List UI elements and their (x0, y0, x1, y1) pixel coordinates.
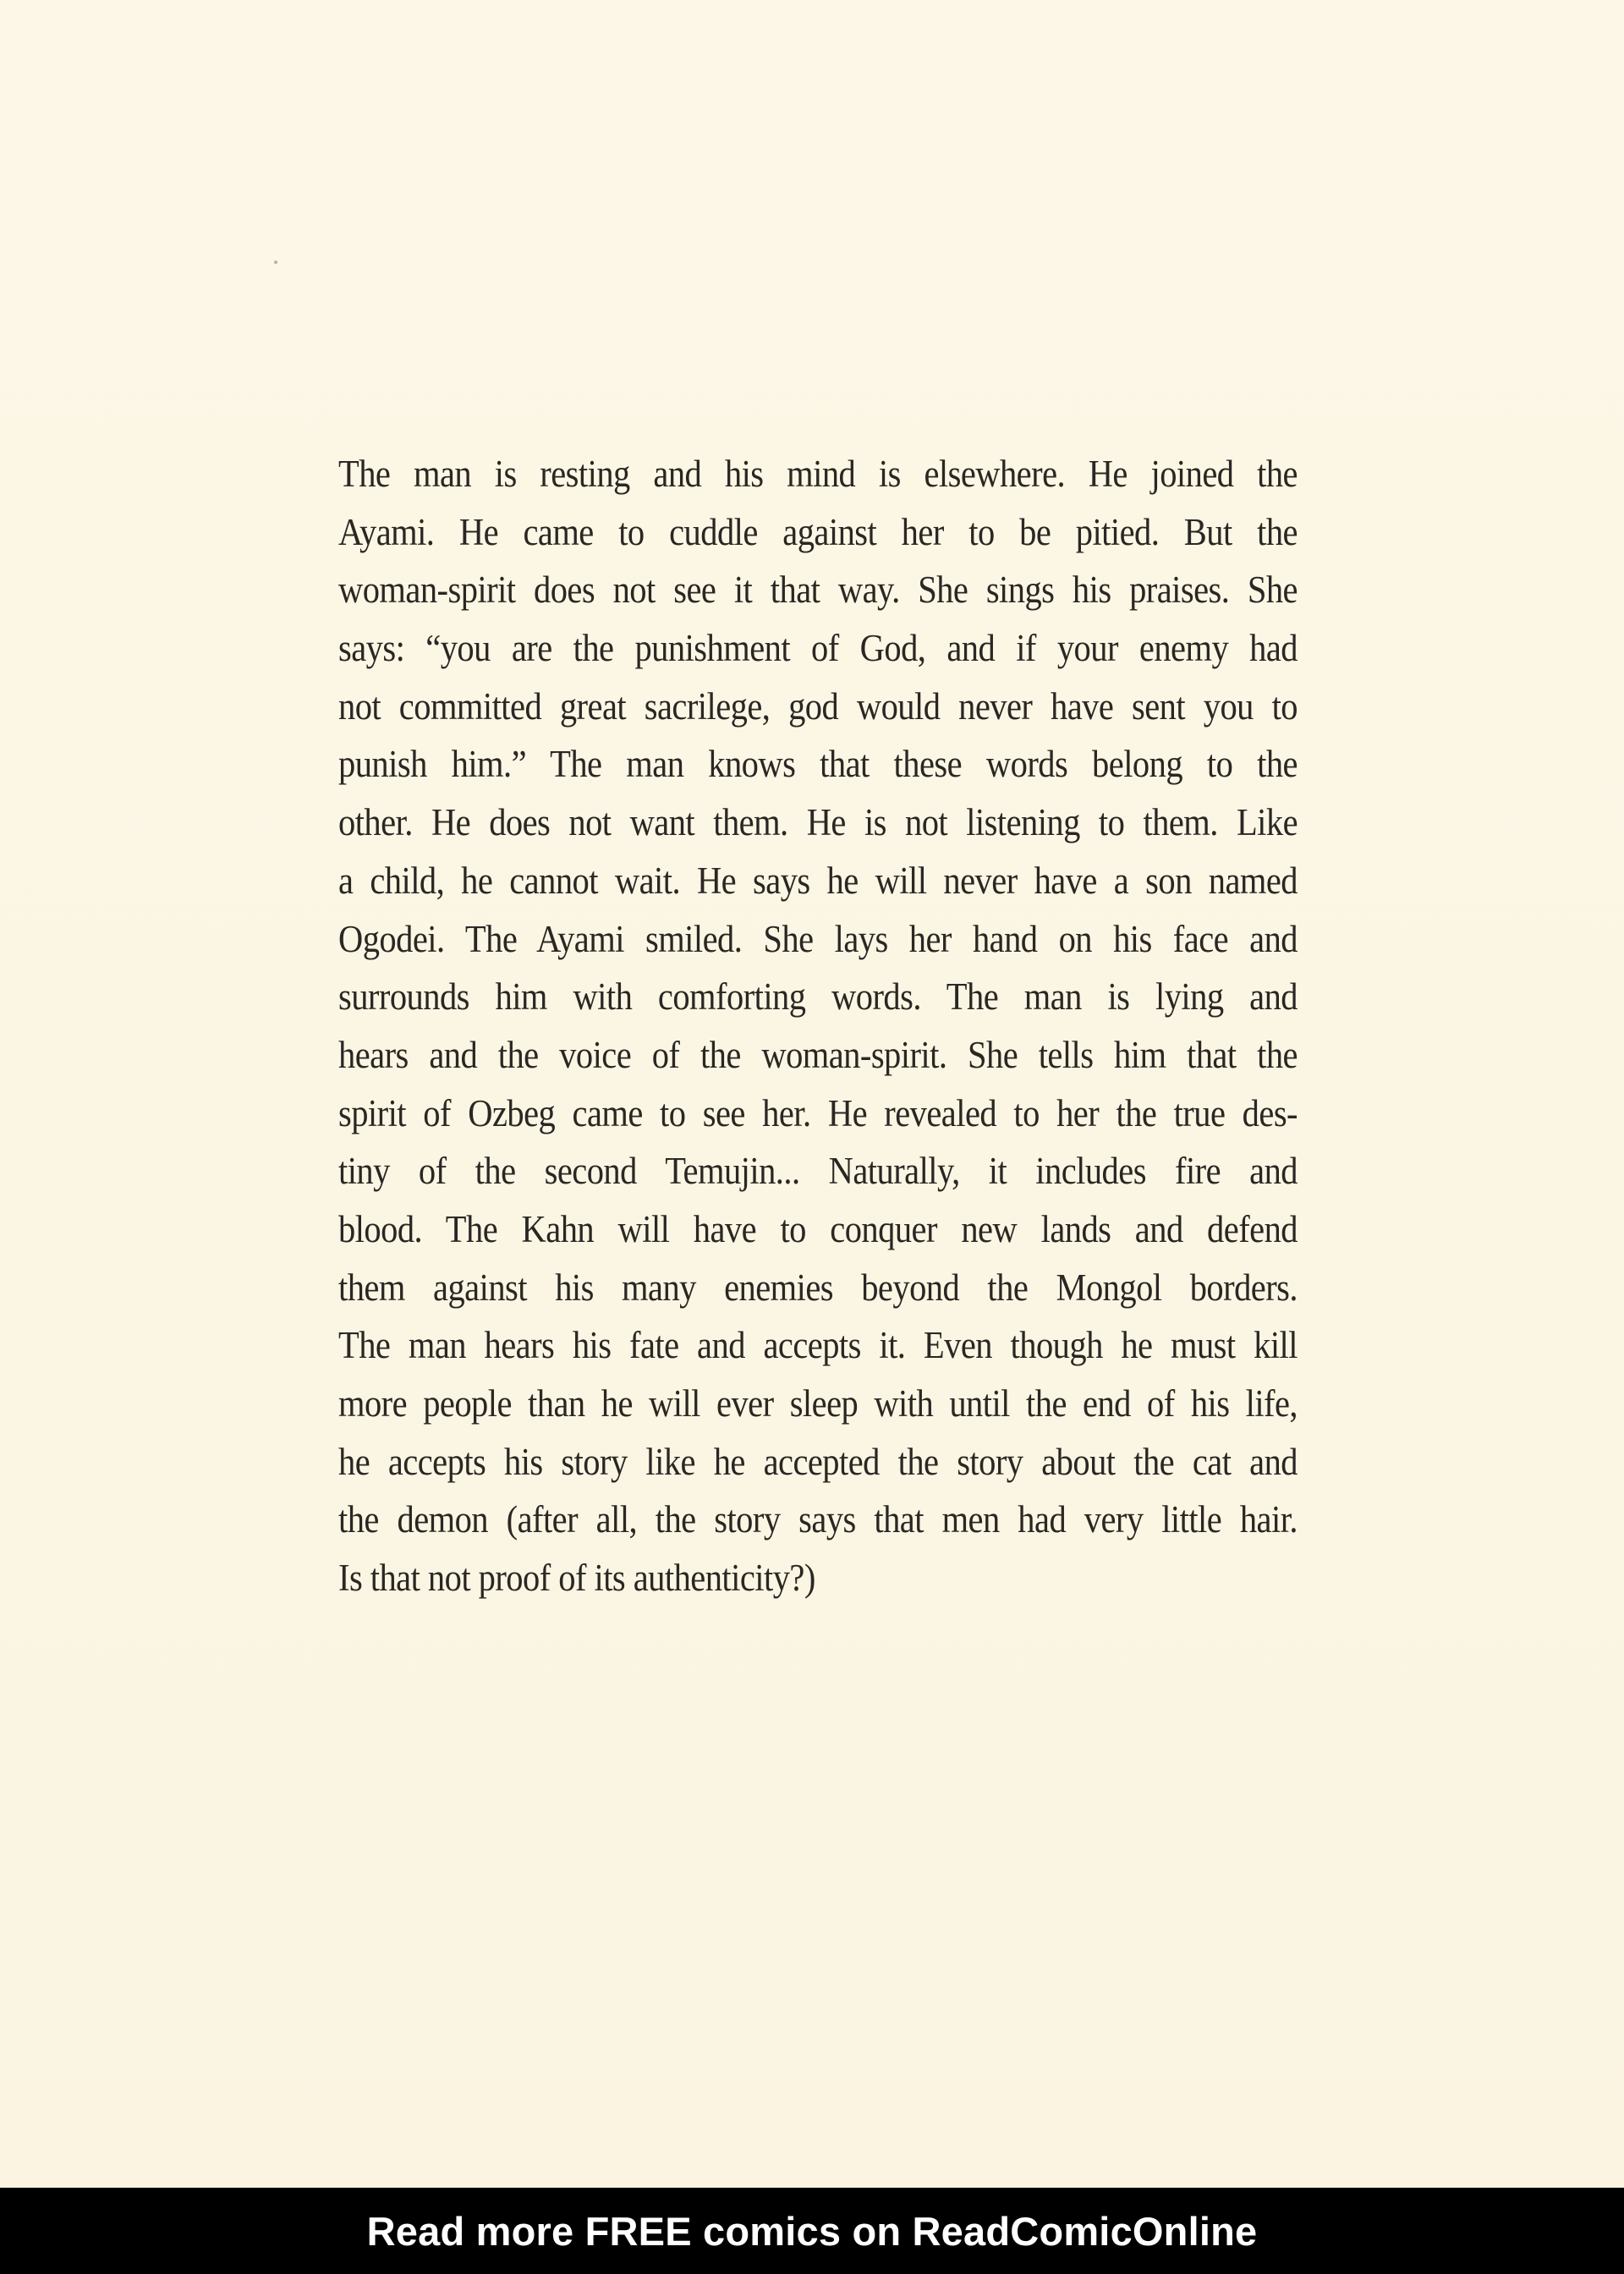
prose-line: not committed great sacrilege, god would never have sent you to (338, 684, 1298, 728)
paper-speck (274, 261, 277, 264)
prose-paragraph (338, 445, 1298, 1607)
prose-line: them against his many enemies beyond the Mongol borders. (338, 1266, 1298, 1309)
prose-line-last: Is that not proof of its authenticity?) (338, 1557, 815, 1600)
prose-line: other. He does not want them. He is not listening to them. Like (338, 801, 1298, 844)
prose-line: more people than he will ever sleep with until the end of his life, (338, 1382, 1298, 1425)
prose-line: says: “you are the punishment of God, and if your enemy had (338, 627, 1298, 670)
prose-line: Ogodei. The Ayami smiled. She lays her hand on his face and (338, 917, 1298, 960)
prose-line: Ayami. He came to cuddle against her to be pitied. But the (338, 510, 1298, 553)
prose-line: The man hears his fate and accepts it. Even though he must kill (338, 1324, 1298, 1367)
prose-line: woman-spirit does not see it that way. She sings his praises. She (338, 568, 1298, 612)
prose-line: hears and the voice of the woman-spirit. She tells him that the (338, 1033, 1298, 1076)
prose-line: blood. The Kahn will have to conquer new lands and defend (338, 1207, 1298, 1250)
prose-line: spirit of Ozbeg came to see her. He revealed to her the true des- (338, 1091, 1298, 1134)
prose-line: a child, he cannot wait. He says he will never have a son named (338, 859, 1298, 902)
promo-banner[interactable] (0, 2188, 1624, 2274)
prose-line: surrounds him with comforting words. The man is lying and (338, 975, 1298, 1019)
prose-line: The man is resting and his mind is elsewhere. He joined the (338, 453, 1298, 495)
prose-line: tiny of the second Temujin... Naturally, it includes fire and (338, 1150, 1298, 1193)
promo-banner-text[interactable]: Read more FREE comics on ReadComicOnline (366, 2208, 1258, 2254)
prose-line: punish him.” The man knows that these words belong to the (338, 743, 1298, 786)
prose-line: the demon (after all, the story says that men had very little hair. (338, 1498, 1298, 1541)
prose-line: he accepts his story like he accepted the story about the cat and (338, 1440, 1298, 1483)
